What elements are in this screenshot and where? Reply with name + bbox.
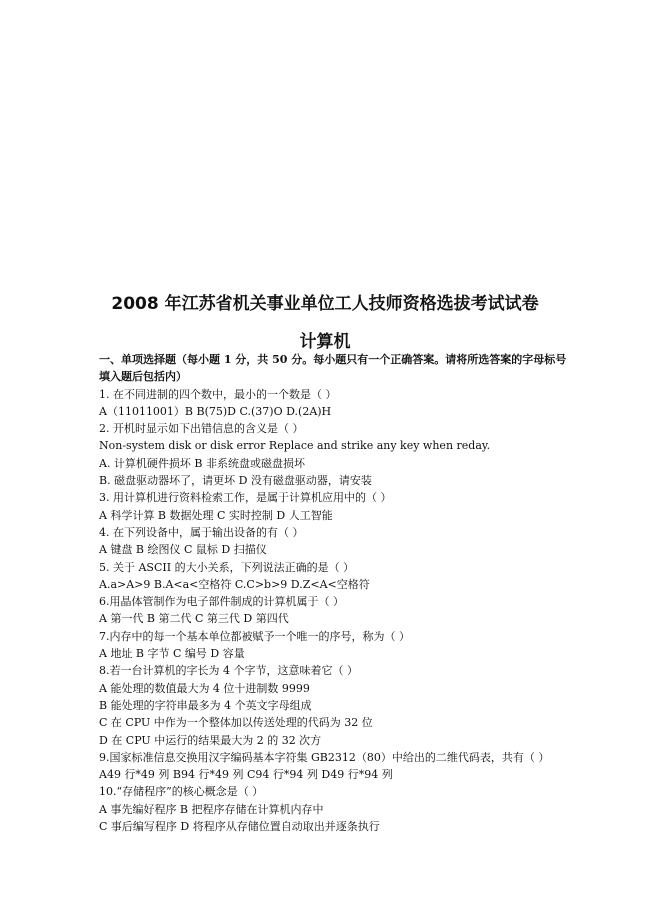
section-heading: 一、单项选择题（每小题 1 分，共 50 分。每小题只有一个正确答案。请将所选答案的字母标号填入题后包括内） xyxy=(99,353,567,384)
question-line: 8.若一台计算机的字长为 4 个字节，这意味着它（ ） xyxy=(99,664,358,678)
exam-content xyxy=(99,351,569,835)
question-line: 4. 在下列设备中，属于输出设备的有（ ） xyxy=(99,525,304,539)
option-line: A 事先编好程序 B 把程序存储在计算机内存中 xyxy=(99,802,324,816)
question-text-line: Non-system disk or disk error Replace and strike any key when reday. xyxy=(99,439,491,453)
option-line: A（11011001）B B(75)D C.(37)O D.(2A)H xyxy=(99,404,332,418)
question-line: 5. 关于 ASCII 的大小关系，下列说法正确的是（ ） xyxy=(99,560,355,574)
exam-title: 2008 年江苏省机关事业单位工人技师资格选拔考试试卷 xyxy=(111,294,539,314)
question-line: 7.内存中的每一个基本单位都被赋予一个唯一的序号，称为（ ） xyxy=(99,629,410,643)
option-line: D 在 CPU 中运行的结果最大为 2 的 32 次方 xyxy=(99,733,322,747)
question-line: 9.国家标准信息交换用汉字编码基本字符集 GB2312（80）中给出的二维代码表，共有（ ） xyxy=(99,750,550,764)
option-line: B 能处理的字符串最多为 4 个英文字母组成 xyxy=(99,698,312,712)
option-line: A 键盘 B 绘图仪 C 鼠标 D 扫描仪 xyxy=(99,543,267,557)
question-line: 1. 在不同进制的四个数中，最小的一个数是（ ） xyxy=(99,387,337,401)
option-line: A. 计算机硬件损坏 B 非系统盘或磁盘损坏 xyxy=(99,456,306,470)
question-line: 10.“存储程序”的核心概念是（ ） xyxy=(99,785,264,799)
option-line: A.a>A>9 B.A<a<空格符 C.C>b>9 D.Z<A<空格符 xyxy=(99,577,370,591)
exam-subject: 计算机 xyxy=(299,332,351,352)
option-line: A 第一代 B 第二代 C 第三代 D 第四代 xyxy=(99,612,289,626)
question-line: 3. 用计算机进行资料检索工作，是属于计算机应用中的（ ） xyxy=(99,491,392,505)
option-line: A49 行*49 列 B94 行*49 列 C94 行*94 列 D49 行*94 列 xyxy=(99,768,393,782)
option-line: A 科学计算 B 数据处理 C 实时控制 D 人工智能 xyxy=(99,508,333,522)
option-line: A 能处理的数值最大为 4 位十进制数 9999 xyxy=(99,681,310,695)
option-line: C 在 CPU 中作为一个整体加以传送处理的代码为 32 位 xyxy=(99,716,373,730)
option-line: A 地址 B 字节 C 编号 D 容量 xyxy=(99,647,245,661)
question-line: 6.用晶体管制作为电子部件制成的计算机属于（ ） xyxy=(99,595,344,609)
option-line: B. 磁盘驱动器坏了，请更坏 D 没有磁盘驱动器，请安装 xyxy=(99,474,372,488)
question-line: 2. 开机时显示如下出错信息的含义是（ ） xyxy=(99,422,304,436)
option-line: C 事后编写程序 D 将程序从存储位置自动取出并逐条执行 xyxy=(99,820,380,834)
